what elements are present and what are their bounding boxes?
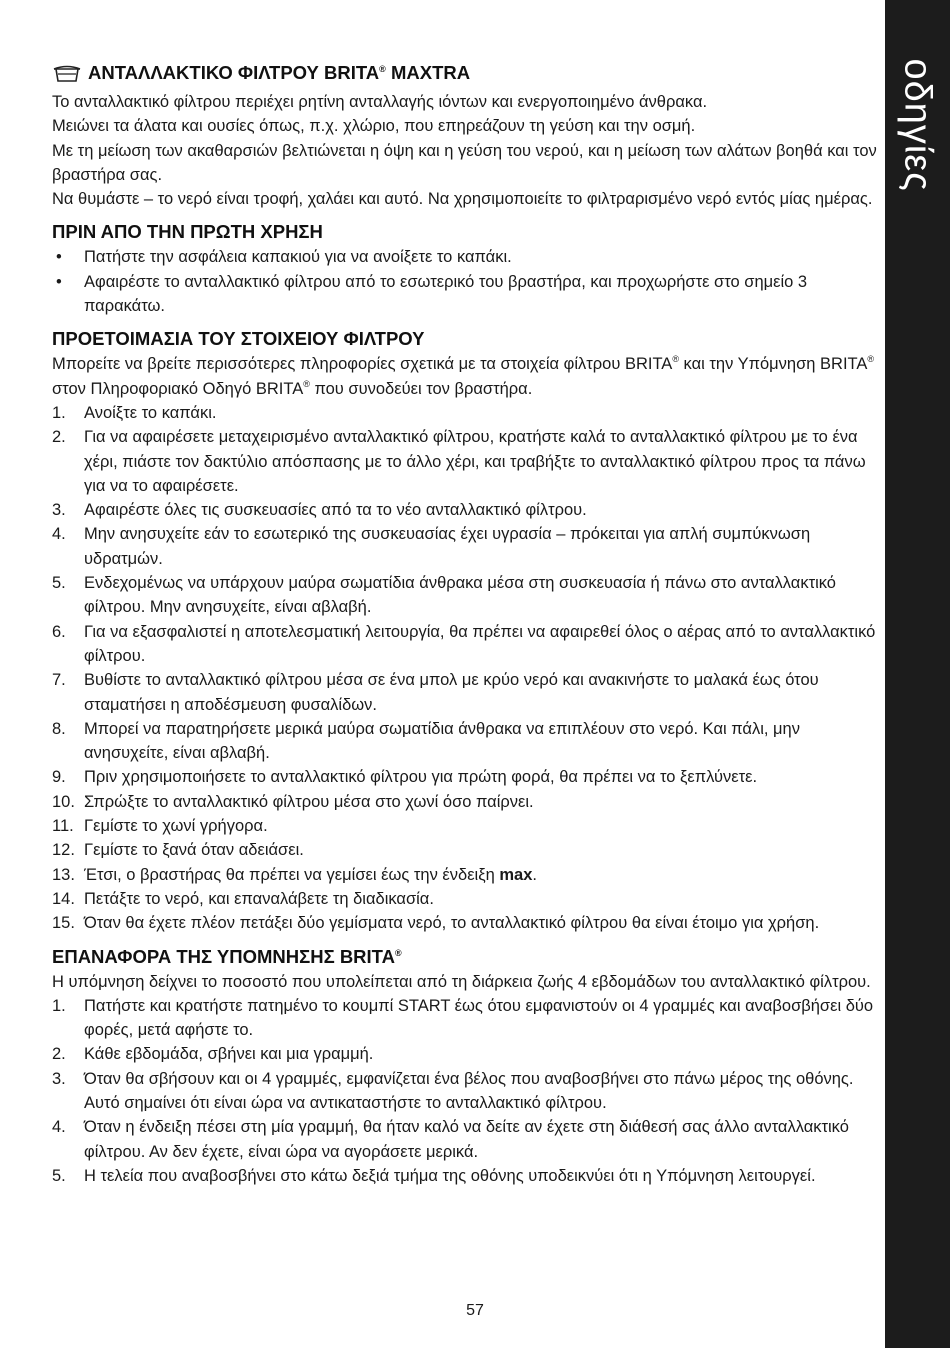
step-number: 9. [52,768,66,787]
list-item [52,717,880,766]
section-heading-reminder-reset [52,944,880,970]
step-number: 3. [52,1069,66,1088]
list-item [52,911,880,935]
step-number: 4. [52,1118,66,1137]
list-item [52,571,880,620]
list-item [52,838,880,862]
list-item-text: Όταν θα σβήσουν και οι 4 γραμμές, εμφανίζεται ένα βέλος που αναβοσβήνει στο πάνω μέρος της οθόνης. Αυτό σημαίνει ότι είναι ώρα να αντικαταστήστε το ανταλλακτικό φίλτρου. [84,1069,854,1112]
list-item-text: Μπορεί να παρατηρήσετε μερικά μαύρα σωματίδια άνθρακα να επιπλέουν στο νερό. Και πάλι, μην ανησυχείτε, είναι αβλαβή. [84,719,800,763]
intro-text: που συνοδεύει τον βραστήρα. [309,379,533,398]
list-item-text: Για να αφαιρέσετε μεταχειρισμένο ανταλλακτικό φίλτρου, κρατήστε καλά το ανταλλακτικό φίλτρου με το ένα χέρι, πιάστε τον δακτύλιο απόσπασης με το άλλο χέρι, και τραβήξτε το ανταλλακτικό φίλτρου προς τα πάνω για να το αφαιρέσετε. [84,428,866,495]
list-item [52,668,880,717]
step-number: 5. [52,1166,66,1185]
list-item-text: Πριν χρησιμοποιήσετε το ανταλλακτικό φίλτρου για πρώτη φορά, θα πρέπει να το ξεπλύνετε. [84,768,758,787]
chapter-side-tab [885,0,950,1348]
list-item [52,1115,880,1164]
paragraph: Να θυμάστε – το νερό είναι τροφή, χαλάει και αυτό. Να χρησιμοποιείτε το φιλτραρισμένο νερό εντός μίας ημέρας. [52,190,873,209]
numbered-list [52,401,880,936]
list-item-text: Ενδεχομένως να υπάρχουν μαύρα σωματίδια άνθρακα μέσα στη συσκευασία ή πάνω στο ανταλλακτικό φίλτρου. Μην ανησυχείτε, είναι αβλαβή. [84,574,836,617]
list-item-text: Πετάξτε το νερό, και επαναλάβετε τη διαδικασία. [84,889,434,908]
step-number: 1. [52,403,66,422]
paragraph: Η υπόμνηση δείχνει το ποσοστό που υπολείπεται από τη διάρκεια ζωής 4 εβδομάδων του ανταλλακτικό φίλτρου. [52,972,871,991]
step-number: 15. [52,914,75,933]
intro-text: και την Υπόμνηση BRITA [678,355,868,374]
list-item-text: Σπρώξτε το ανταλλακτικό φίλτρου μέσα στο χωνί όσο παίρνει. [84,792,534,811]
list-item [52,1042,880,1066]
step-number: 8. [52,719,66,738]
list-item [52,863,880,887]
step-number: 11. [52,817,74,836]
list-item [52,425,880,498]
list-item [52,994,880,1043]
step-number: 1. [52,996,66,1015]
step-number: 10. [52,792,75,811]
registered-mark: ® [867,354,875,365]
bullet: • [56,272,62,291]
step-number: 6. [52,622,66,641]
step-number: 5. [52,574,66,593]
step-number: 4. [52,525,66,544]
registered-mark: ® [394,947,402,958]
paragraph: Το ανταλλακτικό φίλτρου περιέχει ρητίνη ανταλλαγής ιόντων και ενεργοποιημένο άνθρακα. [52,93,708,111]
list-item-text: Κάθε εβδομάδα, σβήνει και μια γραμμή. [84,1045,374,1064]
list-item [52,814,880,838]
list-item-text: Πατήστε την ασφάλεια καπακιού για να ανοίξετε το καπάκι. [84,248,512,267]
list-item [52,498,880,522]
heading-text: ΕΠΑΝΑΦΟΡΑ ΤΗΣ ΥΠΟΜΝΗΣΗΣ BRITA [52,945,395,967]
list-item [52,620,880,669]
section-heading-filter-cartridge [52,60,880,90]
list-item [52,522,880,571]
list-item [52,1164,880,1188]
step-number: 3. [52,501,66,520]
paragraph [52,352,880,401]
list-item [52,245,880,269]
heading-text-suffix: MAXTRA [385,62,471,83]
list-item [52,401,880,425]
bullet-list [52,245,880,318]
list-item-text: Όταν θα έχετε πλέον πετάξει δύο γεμίσματα νερό, το ανταλλακτικό φίλτρου θα είναι έτοιμο για χρήση. [84,914,820,933]
list-item [52,270,880,319]
list-item [52,887,880,911]
list-item-text: Αφαιρέστε το ανταλλακτικό φίλτρου από το εσωτερικό του βραστήρα, και προχωρήστε στο σημείο 3 παρακάτω. [84,272,808,316]
list-item-text: Αφαιρέστε όλες τις συσκευασίες από τα το νέο ανταλλακτικό φίλτρου. [84,501,587,520]
list-item-text-end: . [532,865,538,884]
list-item-text: Για να εξασφαλιστεί η αποτελεσματική λειτουργία, θα πρέπει να αφαιρεθεί όλος ο αέρας από το ανταλλακτικό φίλτρου. [84,622,876,665]
numbered-list [52,994,880,1188]
intro-text: Μπορείτε να βρείτε περισσότερες πληροφορίες σχετικά με τα στοιχεία φίλτρου BRITA [52,355,673,374]
step-number: 7. [52,671,66,690]
list-item-text: Έτσι, ο βραστήρας θα πρέπει να γεμίσει έως την ένδειξη [84,865,500,884]
page-number: 57 [466,1302,484,1319]
filter-cartridge-icon [52,63,82,90]
list-item [52,765,880,789]
document-body [52,60,880,1188]
max-mark-text: max [499,865,533,884]
registered-mark: ® [672,354,679,365]
list-item [52,790,880,814]
list-item-text: Η τελεία που αναβοσβήνει στο κάτω δεξιά τμήμα της οθόνης υποδεικνύει ότι η Υπόμνηση λειτουργεί. [84,1166,816,1185]
list-item-text: Μην ανησυχείτε εάν το εσωτερικό της συσκευασίας έχει υγρασία – πρόκειται για απλή συμπύκνωση υδρατμών. [84,525,811,568]
list-item [52,1067,880,1116]
section-heading-before-first-use: ΠΡΙΝ ΑΠΟ ΤΗΝ ΠΡΩΤΗ ΧΡΗΣΗ [52,221,323,243]
paragraph: Μειώνει τα άλατα και ουσίες όπως, π.χ. χλώριο, που επηρεάζουν τη γεύση και την οσμή. [52,117,696,136]
section-heading-filter-preparation: ΠΡΟΕΤΟΙΜΑΣΙΑ ΤΟΥ ΣΤΟΙΧΕΙΟΥ ΦΙΛΤΡΟΥ [52,328,425,350]
chapter-side-label: οδηγίες [896,58,939,192]
intro-text: στον Πληροφοριακό Οδηγό BRITA [52,379,304,398]
registered-mark: ® [379,64,386,74]
bullet: • [56,248,62,267]
step-number: 2. [52,1045,66,1064]
list-item-text: Βυθίστε το ανταλλακτικό φίλτρου μέσα σε ένα μπολ με κρύο νερό και ανακινήστε το μαλακά έως ότου σταματήσει η αποδέσμευση φυσαλίδων. [84,671,819,714]
list-item-text: Γεμίστε το χωνί γρήγορα. [84,817,268,836]
list-item-text: Ανοίξτε το καπάκι. [84,403,217,422]
heading-text: ΑΝΤΑΛΛΑΚΤΙΚΟ ΦΙΛΤΡΟΥ BRITA [88,62,380,83]
step-number: 13. [52,865,75,884]
step-number: 14. [52,889,75,908]
step-number: 12. [52,841,75,860]
step-number: 2. [52,428,66,447]
list-item-text: Όταν η ένδειξη πέσει στη μία γραμμή, θα ήταν καλό να δείτε αν έχετε στη διάθεσή σας άλλο ανταλλακτικό φίλτρου. Αν δεν έχετε, είναι ώρα να αγοράσετε μερικά. [84,1118,849,1161]
paragraph: Με τη μείωση των ακαθαρσιών βελτιώνεται η όψη και η γεύση του νερού, και η μείωση των αλάτων βοηθά και τον βραστήρα σας. [52,141,877,184]
list-item-text: Γεμίστε το ξανά όταν αδειάσει. [84,841,304,860]
list-item-text: Πατήστε και κρατήστε πατημένο το κουμπί START έως ότου εμφανιστούν οι 4 γραμμές και αναβοσβήσει δύο φορές, μετά αφήστε το. [84,996,874,1040]
registered-mark: ® [303,378,310,389]
